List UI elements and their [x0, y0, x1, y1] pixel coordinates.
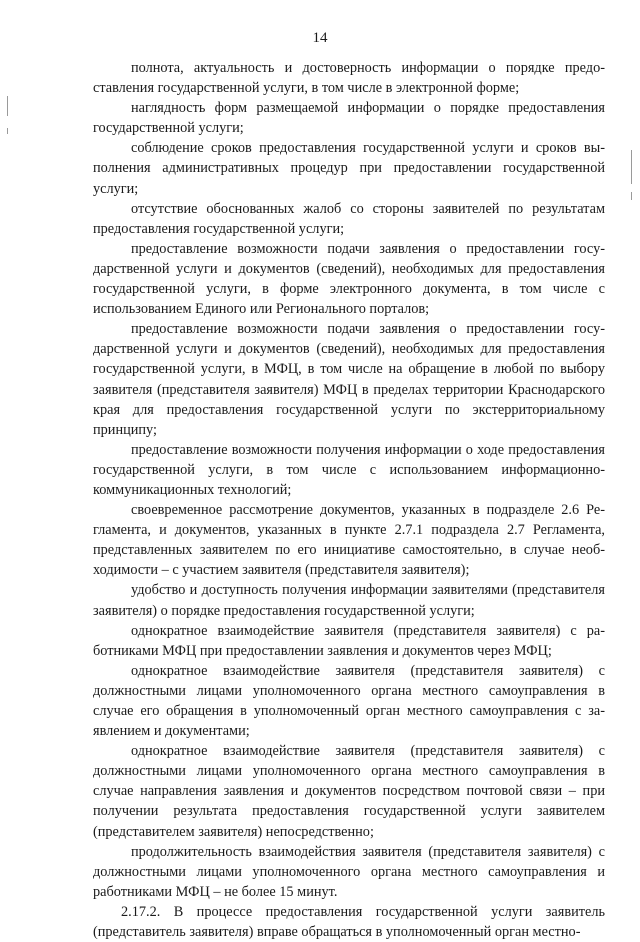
paragraph: однократное взаимодействие заявителя (представителя заявителя) с работниками МФЦ при предоставлении заявления и документов через МФЦ;	[93, 622, 605, 659]
section-paragraph: 2.17.2. В процессе предоставления государственной услуги заявитель (представитель заявителя) вправе обращаться в уполномоченный орган местно-	[93, 903, 605, 941]
scan-artifact-mark	[7, 96, 8, 116]
paragraph: удобство и доступность получения информации заявителями (представителя заявителя) о порядке предоставления государственной услуги;	[93, 582, 605, 619]
scan-artifact-mark	[7, 128, 8, 134]
document-body	[93, 58, 605, 942]
paragraph: соблюдение сроков предоставления государственной услуги и сроков выполнения административных процедур при предоставлении государственной услуги;	[93, 140, 605, 197]
paragraph: однократное взаимодействие заявителя (представителя заявителя) с должностными лицами уполномоченного органа местного самоуправления в случае направления заявления и документов посредством почтовой связи – при получении результата предоставления государственной услуги заявителем (представителем заявителя) непосредственно;	[93, 743, 605, 840]
paragraph: предоставление возможности подачи заявления о предоставлении государственной услуги и документов (сведений), необходимых для предоставления государственной услуги, в МФЦ, в том числе на обращение в любой по выбору заявителя (представителя заявителя) МФЦ в пределах территории Краснодарского края для предоставления государственной услуги по экстерриториальному принципу;	[93, 321, 605, 438]
paragraph: своевременное рассмотрение документов, указанных в подразделе 2.6 Регламента, и документов, указанных в пункте 2.7.1 подраздела 2.7 Регламента, представленных заявителем по его инициативе самостоятельно, в случае необходимости – с участием заявителя (представителя заявителя);	[93, 502, 605, 579]
paragraph: продолжительность взаимодействия заявителя (представителя заявителя) с должностными лицами уполномоченного органа местного самоуправления и работниками МФЦ – не более 15 минут.	[93, 843, 605, 900]
paragraph: предоставление возможности подачи заявления о предоставлении государственной услуги и документов (сведений), необходимых для предоставления государственной услуги, в форме электронного документа, в том числе с использованием Единого или Регионального порталов;	[93, 240, 605, 318]
paragraph: полнота, актуальность и достоверность информации о порядке предоставления государственной услуги, в том числе в электронной форме;	[93, 60, 605, 97]
paragraph: однократное взаимодействие заявителя (представителя заявителя) с должностными лицами уполномоченного органа местного самоуправления в случае его обращения в уполномоченный орган местного самоуправления с заявлением и документами;	[93, 662, 605, 740]
paragraph: отсутствие обоснованных жалоб со стороны заявителей по результатам предоставления государственной услуги;	[93, 200, 605, 237]
page-number: 14	[312, 30, 328, 46]
paragraph: наглядность форм размещаемой информации о порядке предоставления государственной услуги;	[93, 100, 605, 137]
paragraph: предоставление возможности получения информации о ходе предоставления государственной услуги, в том числе с использованием информационно-коммуникационных технологий;	[93, 441, 605, 498]
scan-artifact-mark	[631, 192, 632, 200]
scan-artifact-mark	[631, 150, 632, 184]
